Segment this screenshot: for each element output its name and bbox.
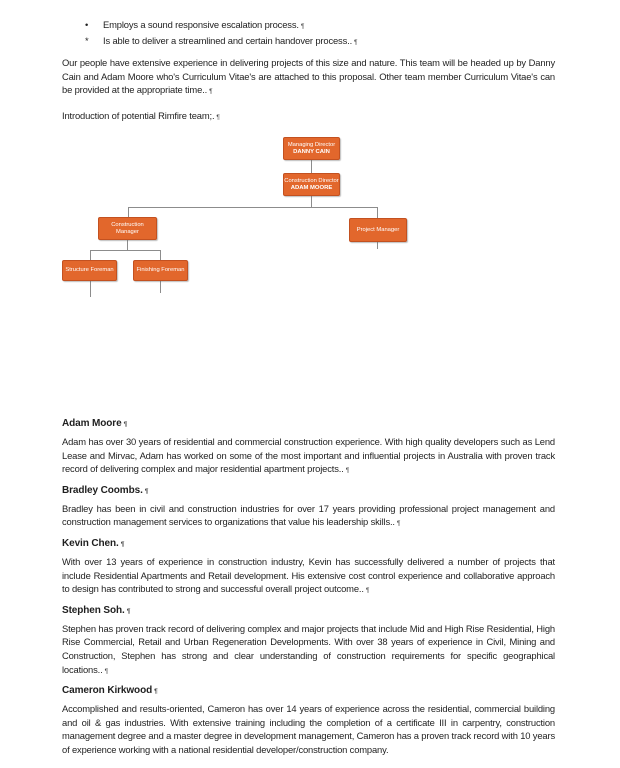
paragraph-mark: ¶ — [144, 487, 149, 495]
org-node-title: Finishing Foreman — [136, 267, 185, 273]
org-node-title: Construction Manager — [111, 221, 144, 235]
bullet-item — [85, 34, 547, 50]
paragraph-mark: ¶ — [216, 113, 220, 121]
connector-line — [127, 240, 128, 250]
bullet-item — [85, 18, 547, 34]
connector-line — [160, 281, 161, 293]
org-node-name: ADAM MOORE — [290, 184, 333, 191]
org-chart — [0, 135, 620, 301]
paragraph-mark: ¶ — [396, 520, 401, 528]
intro-paragraph: Our people have extensive experience in delivering projects of this size and nature. This team will be headed up by Danny Cain and Adam Moore who's Curriculum Vitae's are attached to this proposal. Other team member Curriculum Vitae's can be provided at the appropriate time.. ¶ — [62, 57, 555, 96]
paragraph-mark: ¶ — [300, 23, 305, 30]
bio-paragraph: Adam has over 30 years of residential and commercial construction experience. With high quality developers such as Lend Lease and Mirvac, Adam has worked on some of the most important and influential projects in Australia with proven track record of delivering complex and major residential apartment projects.. ¶ — [62, 436, 555, 475]
intro-block — [62, 56, 555, 124]
org-node-title: Managing Director — [287, 141, 336, 148]
bio-heading-cameron-kirkwood: Cameron Kirkwood ¶ — [62, 685, 158, 697]
connector-line — [128, 207, 377, 208]
org-node-managing-director — [283, 137, 340, 160]
bio-paragraph: Stephen has proven track record of delivering complex and major projects that include Mid and High Rise Residential, High Rise Commercial, Retail and Urban Regeneration Developments. With over 38 years of experience in Civil, Mining and Construction, Stephen has strong and clear understanding of construction requirements for specific geographical locations.. ¶ — [62, 622, 555, 675]
org-node-title: Construction Director — [284, 177, 339, 184]
bullet-glyph: * — [85, 34, 89, 46]
connector-line — [311, 160, 312, 173]
bios-section — [62, 417, 555, 765]
bio-paragraph: Accomplished and results-oriented, Cameron has over 14 years of experience across the residential, commercial building and oil & gas industries. With extensive training including the completion of a certificate III in carpentry, construction management degree and a master degree in development management, Cameron has a proven track record with 10 years of experience working with a national residential developer/construction company. — [62, 703, 555, 755]
paragraph-mark: ¶ — [104, 667, 109, 675]
org-node-construction-manager — [98, 217, 157, 240]
org-node-finishing-foreman — [133, 260, 188, 281]
org-node-structure-foreman — [62, 260, 117, 281]
connector-line — [90, 250, 91, 260]
bullet-text: Employs a sound responsive escalation process. ¶ — [103, 19, 305, 30]
connector-line — [90, 250, 161, 251]
bio-heading-bradley-coombs: Bradley Coombs. ¶ — [62, 484, 149, 496]
connector-line — [160, 250, 161, 260]
paragraph-mark: ¶ — [120, 540, 125, 548]
org-node-title: Project Manager — [356, 226, 400, 233]
paragraph-mark: ¶ — [209, 88, 213, 96]
paragraph-mark: ¶ — [126, 607, 131, 615]
org-node-construction-director — [283, 173, 340, 196]
org-node-title: Structure Foreman — [65, 267, 114, 273]
bullet-glyph: • — [85, 19, 89, 30]
bio-heading-kevin-chen: Kevin Chen. ¶ — [62, 537, 125, 549]
paragraph-mark: ¶ — [345, 467, 350, 475]
bio-paragraph: Bradley has been in civil and construction industries for over 17 years providing professional project management and construction management services to organizations that value his leadership skills.. ¶ — [62, 502, 555, 528]
paragraph-mark: ¶ — [354, 38, 358, 46]
bio-heading-stephen-soh: Stephen Soh. ¶ — [62, 604, 131, 616]
bullet-text: Is able to deliver a streamlined and certain handover process.. ¶ — [103, 34, 358, 46]
connector-line — [377, 207, 378, 218]
connector-line — [311, 196, 312, 207]
bullet-list — [85, 18, 547, 49]
bio-paragraph: With over 13 years of experience in construction industry, Kevin has successfully delivered a number of projects that include Residential Apartments and Retail development. His extensive cost control experience and collaborative approach to design has contributed to strong and successful overall project outcome.. ¶ — [62, 555, 555, 595]
org-node-project-manager — [349, 218, 407, 242]
org-node-name: DANNY CAIN — [293, 148, 330, 155]
connector-line — [128, 207, 129, 217]
connector-line — [90, 281, 91, 297]
team-intro-line: Introduction of potential Rimfire team;. ¶ — [62, 109, 220, 121]
connector-line — [377, 242, 378, 249]
bio-heading-adam-moore: Adam Moore ¶ — [62, 418, 128, 429]
paragraph-mark: ¶ — [154, 688, 158, 696]
paragraph-mark: ¶ — [123, 421, 128, 428]
paragraph-mark: ¶ — [365, 587, 370, 595]
